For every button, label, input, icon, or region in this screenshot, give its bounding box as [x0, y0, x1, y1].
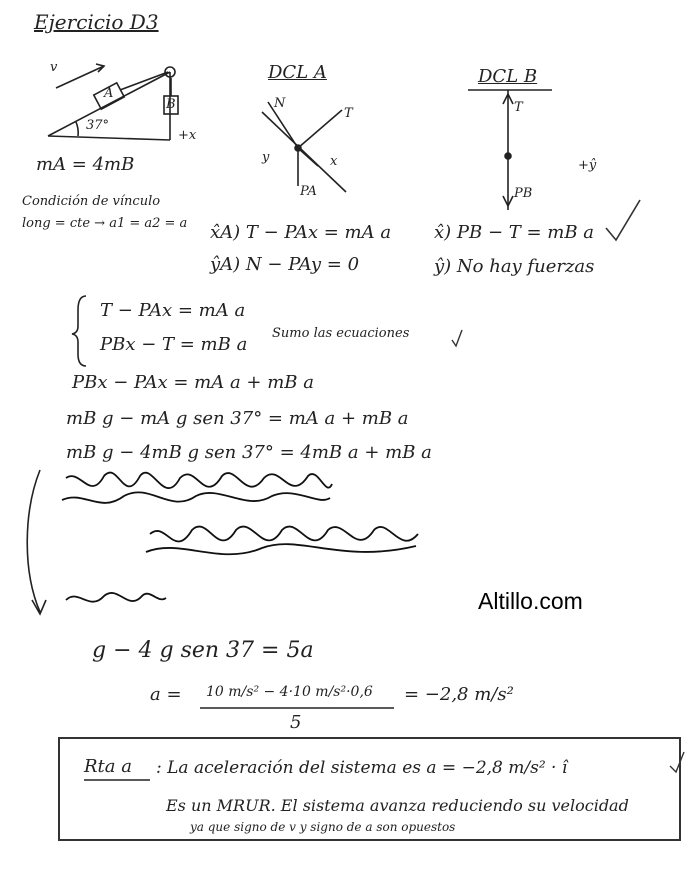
dcl-b-label-pb: PB	[514, 186, 533, 201]
angle-label: 37°	[86, 118, 110, 133]
dcl-a-label-x: x	[330, 154, 338, 169]
dcl-a-title: DCL A	[268, 62, 327, 83]
step-5-denominator: 5	[290, 712, 302, 733]
dcl-b-title: DCL B	[478, 66, 538, 87]
dcl-a-label-n: N	[274, 96, 286, 111]
page-title: Ejercicio D3	[34, 10, 159, 34]
system-line2: PBx − T = mB a	[100, 334, 248, 355]
velocity-label: v	[50, 60, 58, 75]
axis-label: +x	[178, 128, 197, 143]
incline-diagram	[48, 64, 178, 140]
dcl-b-diagram	[468, 90, 552, 210]
answer-line-2: Es un MRUR. El sistema avanza reduciendo su velocidad	[166, 796, 629, 815]
answer-label: Rta a	[84, 756, 132, 777]
step-4: g − 4 g sen 37 = 5a	[92, 638, 314, 663]
continuation-arrow	[27, 470, 40, 612]
system-brace	[72, 296, 86, 366]
sum-note: Sumo las ecuaciones	[272, 326, 410, 341]
watermark: Altillo.com	[478, 588, 583, 614]
crossed-out-scribble	[62, 473, 418, 602]
step-2: mB g − mA g sen 37° = mA a + mB a	[66, 408, 409, 429]
system-line1: T − PAx = mA a	[100, 300, 246, 321]
step-5-lhs: a =	[150, 684, 182, 705]
constraint-line2: long = cte → a1 = a2 = a	[22, 216, 188, 231]
dcl-b-label-y: +ŷ	[578, 158, 597, 173]
constraint-line1: Condición de vínculo	[22, 194, 161, 209]
dcl-a-label-t: T	[344, 106, 353, 121]
check-icon	[606, 200, 640, 240]
check-icon	[452, 330, 462, 346]
step-5-numerator: 10 m/s² − 4·10 m/s²·0,6	[206, 684, 373, 700]
arrow-head	[32, 600, 46, 614]
dcl-a-label-pa: PA	[300, 184, 317, 199]
step-5-result: = −2,8 m/s²	[404, 684, 514, 705]
dcl-b-label-t: T	[514, 100, 523, 115]
dcl-a-diagram	[262, 102, 346, 192]
dcl-a-label-y: y	[262, 150, 270, 165]
block-a-label: A	[104, 86, 114, 101]
answer-line-1: : La aceleración del sistema es a = −2,8 m/s² · î	[156, 758, 568, 778]
equation-a-x: x̂A) T − PAx = mA a	[210, 222, 392, 243]
equation-b-y: ŷ) No hay fuerzas	[434, 256, 595, 277]
equation-b-x: x̂) PB − T = mB a	[434, 222, 595, 243]
block-b-label: B	[166, 97, 176, 112]
step-3: mB g − 4mB g sen 37° = 4mB a + mB a	[66, 442, 432, 463]
mass-relation: mA = 4mB	[36, 154, 135, 175]
answer-line-3: ya que signo de v y signo de a son opuestos	[190, 820, 456, 834]
step-1: PBx − PAx = mA a + mB a	[72, 372, 314, 393]
equation-a-y: ŷA) N − PAy = 0	[210, 254, 360, 275]
